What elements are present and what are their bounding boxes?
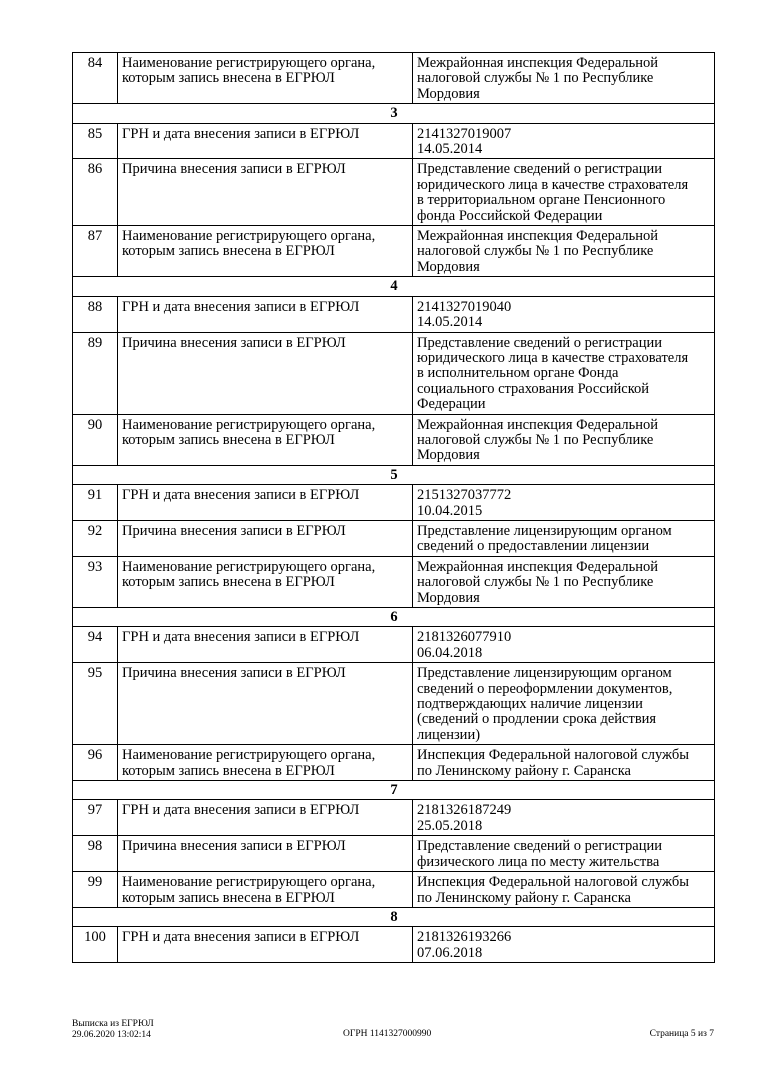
row-label: Наименование регистрирующего органа, которым запись внесена в ЕГРЮЛ	[118, 226, 413, 277]
section-number: 6	[73, 608, 715, 627]
table-row	[73, 123, 715, 159]
row-number: 86	[73, 159, 118, 226]
row-value: Представление лицензирующим органом сведений о предоставлении лицензии	[413, 520, 715, 556]
row-number: 94	[73, 627, 118, 663]
section-header-row	[73, 104, 715, 123]
row-value: Представление сведений о регистрации юридического лица в качестве страхователя в территориальном органе Пенсионного фонда Российской Федерации	[413, 159, 715, 226]
row-value: 2141327019007 14.05.2014	[413, 123, 715, 159]
row-value: Инспекция Федеральной налоговой службы по Ленинскому району г. Саранска	[413, 872, 715, 908]
row-value: 2181326187249 25.05.2018	[413, 800, 715, 836]
table-row	[73, 872, 715, 908]
table-row	[73, 627, 715, 663]
row-label: Наименование регистрирующего органа, которым запись внесена в ЕГРЮЛ	[118, 53, 413, 104]
row-label: ГРН и дата внесения записи в ЕГРЮЛ	[118, 627, 413, 663]
row-value: 2181326077910 06.04.2018	[413, 627, 715, 663]
row-label: ГРН и дата внесения записи в ЕГРЮЛ	[118, 296, 413, 332]
table-row	[73, 296, 715, 332]
row-value: Межрайонная инспекция Федеральной налоговой службы № 1 по Республике Мордовия	[413, 226, 715, 277]
table-row	[73, 663, 715, 745]
row-label: ГРН и дата внесения записи в ЕГРЮЛ	[118, 123, 413, 159]
row-value: Представление лицензирующим органом сведений о переоформлении документов, подтверждающих наличие лицензии (сведений о продлении срока действия лицензии)	[413, 663, 715, 745]
section-header-row	[73, 277, 715, 296]
row-number: 84	[73, 53, 118, 104]
row-label: Наименование регистрирующего органа, которым запись внесена в ЕГРЮЛ	[118, 872, 413, 908]
table-row	[73, 53, 715, 104]
row-label: ГРН и дата внесения записи в ЕГРЮЛ	[118, 800, 413, 836]
egrul-extract-table	[72, 52, 715, 963]
table-row	[73, 159, 715, 226]
section-number: 4	[73, 277, 715, 296]
table-row	[73, 927, 715, 963]
row-label: Наименование регистрирующего органа, которым запись внесена в ЕГРЮЛ	[118, 556, 413, 607]
section-header-row	[73, 608, 715, 627]
section-number: 8	[73, 907, 715, 926]
row-label: Наименование регистрирующего органа, которым запись внесена в ЕГРЮЛ	[118, 745, 413, 781]
row-number: 88	[73, 296, 118, 332]
table-row	[73, 332, 715, 414]
table-row	[73, 800, 715, 836]
table-body	[73, 53, 715, 963]
row-value: Представление сведений о регистрации юридического лица в качестве страхователя в исполнительном органе Фонда социального страхования Российской Федерации	[413, 332, 715, 414]
footer-ogrn: ОГРН 1141327000990	[343, 1029, 432, 1039]
table-row	[73, 485, 715, 521]
row-number: 92	[73, 520, 118, 556]
section-number: 5	[73, 465, 715, 484]
row-value: Межрайонная инспекция Федеральной налоговой службы № 1 по Республике Мордовия	[413, 53, 715, 104]
footer-doc-title: Выписка из ЕГРЮЛ	[72, 1019, 154, 1029]
row-label: Причина внесения записи в ЕГРЮЛ	[118, 663, 413, 745]
row-number: 85	[73, 123, 118, 159]
row-number: 97	[73, 800, 118, 836]
row-value: 2141327019040 14.05.2014	[413, 296, 715, 332]
table-row	[73, 520, 715, 556]
row-label: Причина внесения записи в ЕГРЮЛ	[118, 332, 413, 414]
footer-left	[72, 1019, 154, 1040]
row-value: 2181326193266 07.06.2018	[413, 927, 715, 963]
row-number: 98	[73, 836, 118, 872]
row-number: 93	[73, 556, 118, 607]
section-number: 7	[73, 781, 715, 800]
row-value: Представление сведений о регистрации физического лица по месту жительства	[413, 836, 715, 872]
table-row	[73, 836, 715, 872]
row-label: ГРН и дата внесения записи в ЕГРЮЛ	[118, 485, 413, 521]
row-number: 96	[73, 745, 118, 781]
row-label: Причина внесения записи в ЕГРЮЛ	[118, 520, 413, 556]
row-label: Причина внесения записи в ЕГРЮЛ	[118, 836, 413, 872]
row-label: Наименование регистрирующего органа, которым запись внесена в ЕГРЮЛ	[118, 414, 413, 465]
row-value: 2151327037772 10.04.2015	[413, 485, 715, 521]
table-row	[73, 556, 715, 607]
section-header-row	[73, 907, 715, 926]
table-row	[73, 226, 715, 277]
row-value: Межрайонная инспекция Федеральной налоговой службы № 1 по Республике Мордовия	[413, 556, 715, 607]
section-number: 3	[73, 104, 715, 123]
section-header-row	[73, 781, 715, 800]
row-number: 90	[73, 414, 118, 465]
footer-page-number: Страница 5 из 7	[649, 1029, 714, 1039]
row-number: 87	[73, 226, 118, 277]
table-row	[73, 745, 715, 781]
row-value: Инспекция Федеральной налоговой службы по Ленинскому району г. Саранска	[413, 745, 715, 781]
row-number: 89	[73, 332, 118, 414]
section-header-row	[73, 465, 715, 484]
row-label: Причина внесения записи в ЕГРЮЛ	[118, 159, 413, 226]
row-number: 91	[73, 485, 118, 521]
row-label: ГРН и дата внесения записи в ЕГРЮЛ	[118, 927, 413, 963]
row-number: 99	[73, 872, 118, 908]
row-value: Межрайонная инспекция Федеральной налоговой службы № 1 по Республике Мордовия	[413, 414, 715, 465]
row-number: 95	[73, 663, 118, 745]
row-number: 100	[73, 927, 118, 963]
footer-timestamp: 29.06.2020 13:02:14	[72, 1029, 151, 1040]
table-row	[73, 414, 715, 465]
